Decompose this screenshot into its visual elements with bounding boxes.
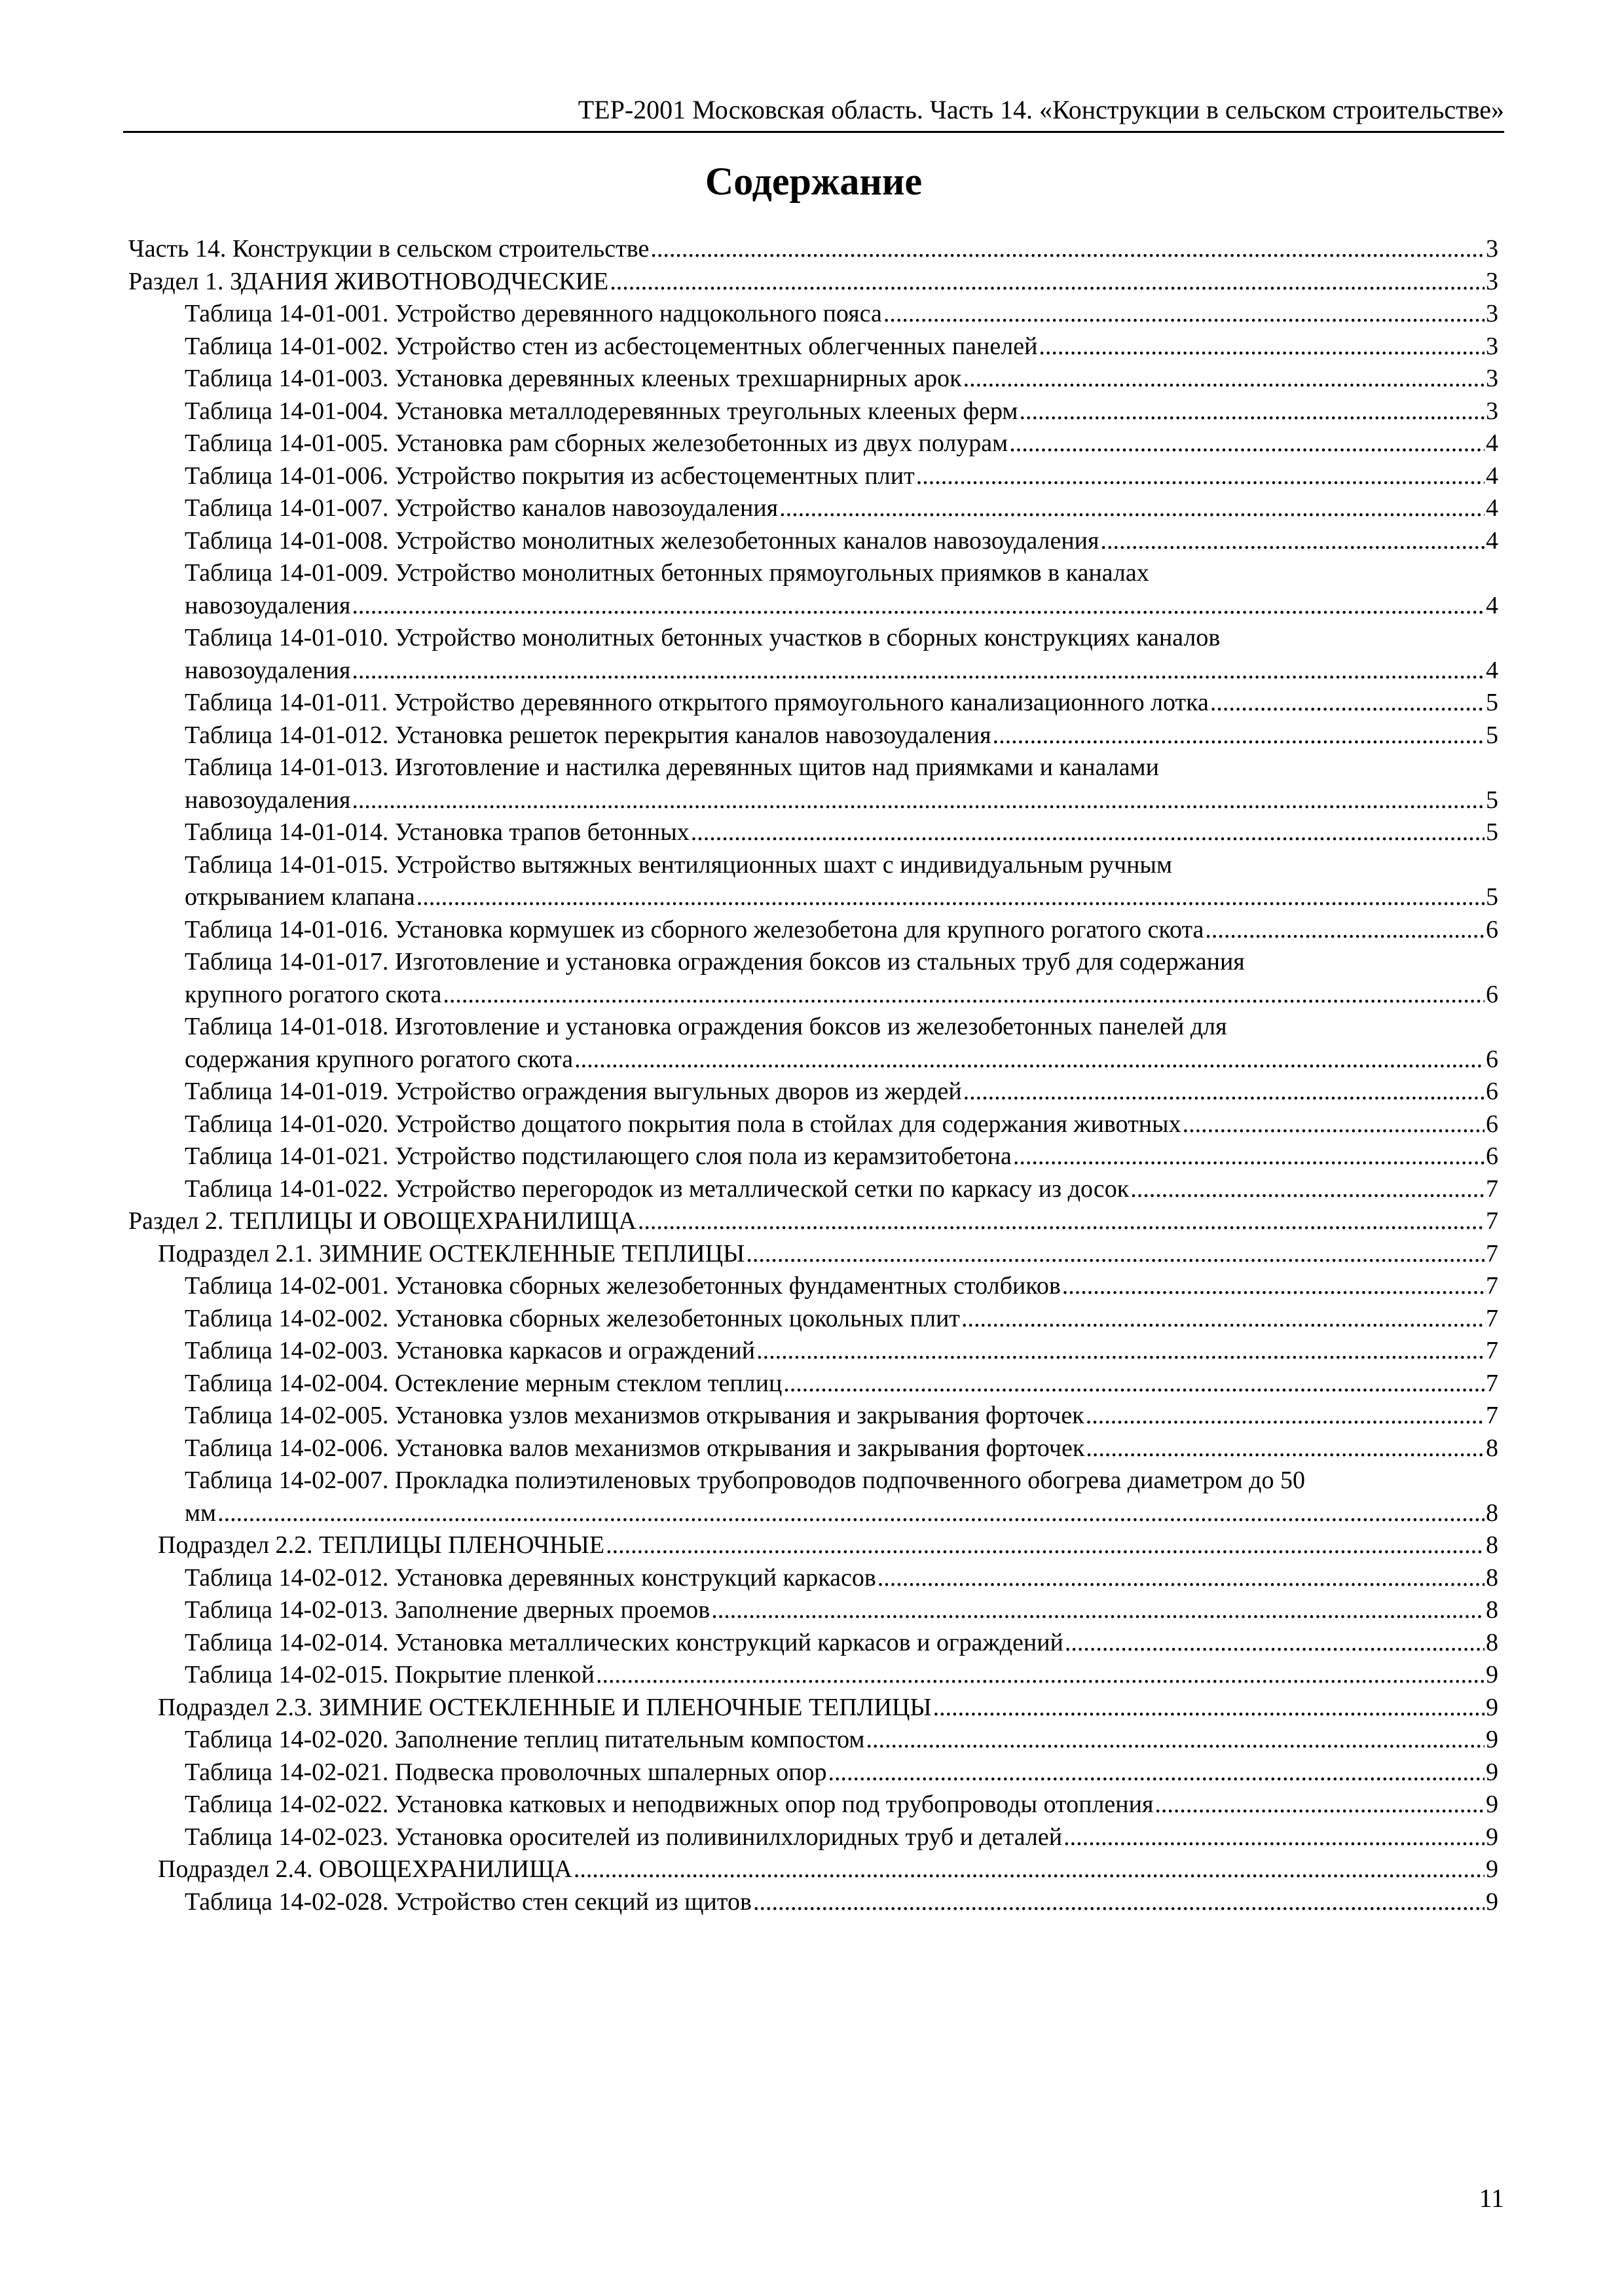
dot-leader (876, 1562, 1485, 1595)
toc-entry-text: Таблица 14-01-009. Устройство монолитных бетонных прямоугольных приямков в каналах (185, 559, 1149, 587)
toc-entry[interactable] (128, 816, 1498, 849)
toc-page-number: 7 (1486, 1239, 1498, 1267)
toc-entry[interactable] (128, 946, 1498, 1011)
toc-entry-text: навозоудаления (185, 656, 351, 684)
toc-entry-text: Таблица 14-01-002. Устройство стен из асбестоцементных облегченных панелей (185, 332, 1038, 360)
dot-leader (350, 655, 1485, 687)
toc-entry-text: Подраздел 2.2. ТЕПЛИЦЫ ПЛЕНОЧНЫЕ (158, 1531, 605, 1559)
dot-leader (441, 979, 1485, 1011)
toc-entry[interactable] (128, 1821, 1498, 1854)
toc-entry-text: Таблица 14-02-014. Установка металлических конструкций каркасов и ограждений (185, 1628, 1063, 1656)
toc-entry[interactable] (128, 720, 1498, 752)
toc-page-number: 8 (1486, 1499, 1498, 1527)
toc-entry-text: Часть 14. Конструкции в сельском строительстве (128, 235, 650, 263)
toc-entry-text: крупного рогатого скота (185, 980, 442, 1008)
dot-leader (1018, 395, 1485, 428)
toc-entry[interactable] (128, 428, 1498, 460)
dot-leader (637, 1205, 1485, 1238)
toc-page-number: 9 (1486, 1887, 1498, 1916)
toc-entry-text: мм (185, 1499, 217, 1527)
toc-page-number: 5 (1486, 786, 1498, 814)
toc-entry[interactable] (128, 1886, 1498, 1919)
toc-page-number: 6 (1486, 1045, 1498, 1073)
dot-leader (1012, 1140, 1485, 1173)
dot-leader (216, 1497, 1485, 1530)
dot-leader (573, 1044, 1485, 1076)
toc-page-number: 8 (1486, 1563, 1498, 1592)
dot-leader (745, 1238, 1485, 1271)
toc-entry[interactable] (128, 1140, 1498, 1173)
toc-entry[interactable] (128, 1108, 1498, 1141)
toc-entry-text: Таблица 14-02-021. Подвеска проволочных шпалерных опор (185, 1758, 827, 1786)
toc-entry-text: Таблица 14-01-011. Устройство деревянного открытого прямоугольного канализационного лотка (185, 689, 1209, 716)
toc-entry[interactable] (128, 492, 1498, 525)
dot-leader (1084, 1400, 1485, 1432)
toc-entry-text: Таблица 14-01-001. Устройство деревянного надцокольного пояса (185, 300, 882, 327)
toc-page-number: 9 (1486, 1693, 1498, 1721)
table-of-contents (128, 233, 1498, 1918)
toc-page-number: 3 (1486, 397, 1498, 425)
toc-page-number: 5 (1486, 689, 1498, 716)
toc-page-number: 4 (1486, 494, 1498, 522)
toc-entry[interactable] (128, 1627, 1498, 1660)
toc-entry-text: Таблица 14-01-008. Устройство монолитных железобетонных каналов навозоудаления (185, 526, 1099, 555)
dot-leader (991, 720, 1485, 752)
toc-page-number: 3 (1486, 267, 1498, 295)
toc-page-number: 8 (1486, 1596, 1498, 1624)
toc-page-number: 3 (1486, 300, 1498, 327)
toc-page-number: 7 (1486, 1272, 1498, 1300)
dot-leader (962, 363, 1485, 395)
toc-page-number: 3 (1486, 235, 1498, 263)
toc-entry[interactable] (128, 266, 1498, 299)
toc-page-number: 9 (1486, 1823, 1498, 1851)
toc-page-number: 4 (1486, 526, 1498, 555)
toc-entry-text: Таблица 14-02-022. Установка катковых и неподвижных опор под трубопроводы отопления (185, 1791, 1154, 1818)
toc-entry[interactable] (128, 363, 1498, 395)
dot-leader (1084, 1432, 1485, 1465)
toc-entry-text: содержания крупного рогатого скота (185, 1045, 574, 1073)
toc-entry[interactable] (128, 849, 1498, 914)
dot-leader (415, 881, 1485, 914)
dot-leader (608, 266, 1485, 299)
toc-entry-text: Таблица 14-01-004. Установка металлодеревянных треугольных клееных ферм (185, 397, 1018, 425)
dot-leader (1181, 1108, 1485, 1141)
toc-page-number: 7 (1486, 1369, 1498, 1397)
toc-page-number: 9 (1486, 1726, 1498, 1753)
toc-page-number: 8 (1486, 1628, 1498, 1656)
toc-entry-text: Таблица 14-02-006. Установка валов механизмов открывания и закрывания форточек (185, 1434, 1085, 1462)
toc-entry[interactable] (128, 1238, 1498, 1271)
toc-entry-text: Таблица 14-02-013. Заполнение дверных проемов (185, 1596, 710, 1624)
toc-page-number: 4 (1486, 462, 1498, 490)
toc-entry-text: Таблица 14-01-017. Изготовление и установка ограждения боксов из стальных труб для содержания (185, 948, 1245, 975)
toc-page-number: 6 (1486, 915, 1498, 943)
toc-page-number: 6 (1486, 1078, 1498, 1105)
dot-leader (604, 1529, 1485, 1562)
toc-entry-text: Таблица 14-01-018. Изготовление и установка ограждения боксов из железобетонных панелей для (185, 1013, 1227, 1040)
toc-page-number: 9 (1486, 1791, 1498, 1818)
toc-entry[interactable] (128, 914, 1498, 947)
toc-entry-text: Таблица 14-02-020. Заполнение теплиц питательным компостом (185, 1726, 865, 1753)
dot-leader (755, 1335, 1485, 1368)
toc-entry-text: Таблица 14-01-010. Устройство монолитных бетонных участков в сборных конструкциях каналов (185, 624, 1221, 651)
toc-entry[interactable] (128, 1529, 1498, 1562)
toc-entry[interactable] (128, 1853, 1498, 1886)
dot-leader (864, 1724, 1485, 1757)
dot-leader (1008, 428, 1485, 460)
toc-entry[interactable] (128, 1432, 1498, 1465)
toc-entry[interactable] (128, 331, 1498, 363)
toc-entry-text: Таблица 14-02-003. Установка каркасов и ограждений (185, 1337, 756, 1364)
toc-entry[interactable] (128, 1173, 1498, 1206)
toc-entry-text: Раздел 2. ТЕПЛИЦЫ И ОВОЩЕХРАНИЛИЩА (128, 1207, 637, 1235)
toc-page-number: 5 (1486, 721, 1498, 749)
toc-page-number: 5 (1486, 883, 1498, 911)
toc-page-number: 9 (1486, 1855, 1498, 1883)
toc-entry[interactable] (128, 525, 1498, 558)
toc-page-number: 8 (1486, 1434, 1498, 1462)
toc-page-number: 8 (1486, 1531, 1498, 1559)
dot-leader (752, 1886, 1485, 1919)
toc-entry-text: Таблица 14-01-015. Устройство вытяжных вентиляционных шахт с индивидуальным ручным (185, 850, 1172, 879)
toc-page-number: 7 (1486, 1337, 1498, 1364)
dot-leader (690, 816, 1485, 849)
toc-entry[interactable] (128, 1270, 1498, 1303)
toc-page-number: 9 (1486, 1661, 1498, 1688)
dot-leader (1061, 1270, 1485, 1303)
dot-leader (710, 1594, 1485, 1627)
toc-entry[interactable] (128, 622, 1498, 687)
dot-leader (826, 1757, 1485, 1789)
toc-entry-text: Таблица 14-01-014. Установка трапов бетонных (185, 818, 690, 846)
page-title: Содержание (705, 160, 923, 203)
toc-entry-text: Подраздел 2.1. ЗИМНИЕ ОСТЕКЛЕННЫЕ ТЕПЛИЦЫ (158, 1239, 745, 1267)
toc-page-number: 4 (1486, 656, 1498, 684)
toc-entry[interactable] (128, 557, 1498, 622)
toc-page-number: 3 (1486, 332, 1498, 360)
toc-entry[interactable] (128, 1757, 1498, 1789)
dot-leader (1204, 914, 1485, 947)
toc-entry-text: Подраздел 2.3. ЗИМНИЕ ОСТЕКЛЕННЫЕ И ПЛЕНОЧНЫЕ ТЕПЛИЦЫ (158, 1693, 932, 1721)
toc-entry[interactable] (128, 752, 1498, 816)
toc-entry[interactable] (128, 1724, 1498, 1757)
dot-leader (1209, 687, 1485, 720)
toc-entry-text: Таблица 14-02-028. Устройство стен секций из щитов (185, 1887, 752, 1916)
toc-entry[interactable] (128, 233, 1498, 266)
dot-leader (1129, 1173, 1485, 1206)
toc-entry-text: Таблица 14-02-023. Установка оросителей из поливинилхлоридных труб и деталей (185, 1823, 1063, 1851)
toc-entry[interactable] (128, 1659, 1498, 1692)
toc-entry-text: Таблица 14-01-019. Устройство ограждения выгульных дворов из жердей (185, 1078, 962, 1105)
dot-leader (778, 492, 1485, 525)
toc-entry-text: Таблица 14-02-001. Установка сборных железобетонных фундаментных столбиков (185, 1272, 1061, 1300)
dot-leader (915, 460, 1485, 493)
toc-entry[interactable] (128, 1303, 1498, 1336)
page-number: 11 (1479, 2183, 1504, 2213)
dot-leader (1063, 1627, 1485, 1660)
toc-entry[interactable] (128, 1789, 1498, 1821)
toc-entry-text: Таблица 14-02-015. Покрытие пленкой (185, 1661, 595, 1688)
toc-entry-text: Таблица 14-01-013. Изготовление и настилка деревянных щитов над приямками и каналами (185, 754, 1159, 781)
toc-entry[interactable] (128, 1594, 1498, 1627)
toc-entry-text: Раздел 1. ЗДАНИЯ ЖИВОТНОВОДЧЕСКИЕ (128, 267, 609, 295)
dot-leader (932, 1692, 1485, 1724)
toc-page-number: 7 (1486, 1304, 1498, 1332)
dot-leader (572, 1853, 1485, 1886)
dot-leader (1062, 1821, 1485, 1854)
toc-entry[interactable] (128, 1400, 1498, 1432)
toc-entry[interactable] (128, 460, 1498, 493)
toc-entry-text: Таблица 14-02-007. Прокладка полиэтиленовых трубопроводов подпочвенного обогрева диаметром до 50 (185, 1467, 1305, 1494)
toc-entry-text: навозоудаления (185, 786, 351, 814)
toc-page-number: 4 (1486, 591, 1498, 619)
dot-leader (350, 590, 1485, 623)
toc-entry-text: Таблица 14-01-012. Установка решеток перекрытия каналов навозоудаления (185, 721, 991, 749)
dot-leader (1037, 331, 1485, 363)
dot-leader (960, 1303, 1485, 1336)
toc-page-number: 7 (1486, 1207, 1498, 1235)
toc-entry[interactable] (128, 1011, 1498, 1076)
toc-entry[interactable] (128, 1692, 1498, 1724)
dot-leader (595, 1659, 1485, 1692)
toc-page-number: 6 (1486, 980, 1498, 1008)
dot-leader (782, 1368, 1485, 1400)
dot-leader (882, 298, 1485, 331)
toc-entry-text: Таблица 14-01-006. Устройство покрытия из асбестоцементных плит (185, 462, 915, 490)
toc-entry-text: Таблица 14-02-012. Установка деревянных конструкций каркасов (185, 1563, 876, 1592)
dot-leader (1153, 1789, 1485, 1821)
toc-entry-text: Таблица 14-01-016. Установка кормушек из сборного железобетона для крупного рогатого скота (185, 915, 1204, 943)
toc-entry-text: открыванием клапана (185, 883, 415, 911)
dot-leader (962, 1076, 1485, 1108)
toc-page-number: 7 (1486, 1175, 1498, 1203)
toc-entry-text: Таблица 14-02-002. Установка сборных железобетонных цокольных плит (185, 1304, 961, 1332)
toc-entry-text: Таблица 14-02-005. Установка узлов механизмов открывания и закрывания форточек (185, 1402, 1084, 1429)
running-header: ТЕР-2001 Московская область. Часть 14. «Конструкции в сельском строительстве» (578, 95, 1504, 124)
toc-page-number: 3 (1486, 365, 1498, 392)
toc-entry[interactable] (128, 1465, 1498, 1529)
toc-entry-text: Таблица 14-01-005. Установка рам сборных железобетонных из двух полурам (185, 429, 1008, 457)
header-rule (123, 131, 1504, 133)
toc-page-number: 9 (1486, 1758, 1498, 1786)
dot-leader (1099, 525, 1485, 558)
toc-page-number: 5 (1486, 818, 1498, 846)
dot-leader (350, 784, 1485, 817)
toc-entry[interactable] (128, 1076, 1498, 1108)
toc-entry-text: Таблица 14-01-021. Устройство подстилающего слоя пола из керамзитобетона (185, 1142, 1012, 1170)
toc-entry-text: навозоудаления (185, 591, 351, 619)
toc-entry[interactable] (128, 1562, 1498, 1595)
toc-entry[interactable] (128, 687, 1498, 720)
toc-page-number: 6 (1486, 1142, 1498, 1170)
toc-page-number: 6 (1486, 1110, 1498, 1138)
toc-page-number: 4 (1486, 429, 1498, 457)
toc-entry-text: Таблица 14-02-004. Остекление мерным стеклом теплиц (185, 1369, 783, 1397)
toc-page-number: 7 (1486, 1402, 1498, 1429)
toc-entry[interactable] (128, 1205, 1498, 1238)
toc-entry-text: Таблица 14-01-020. Устройство дощатого покрытия пола в стойлах для содержания животных (185, 1110, 1181, 1138)
dot-leader (649, 233, 1485, 266)
toc-entry-text: Таблица 14-01-007. Устройство каналов навозоудаления (185, 494, 779, 522)
toc-entry[interactable] (128, 395, 1498, 428)
toc-entry[interactable] (128, 298, 1498, 331)
toc-entry[interactable] (128, 1368, 1498, 1400)
toc-entry-text: Таблица 14-01-003. Установка деревянных клееных трехшарнирных арок (185, 365, 962, 392)
toc-entry[interactable] (128, 1335, 1498, 1368)
toc-entry-text: Подраздел 2.4. ОВОЩЕХРАНИЛИЩА (158, 1855, 572, 1883)
toc-entry-text: Таблица 14-01-022. Устройство перегородок из металлической сетки по каркасу из досок (185, 1175, 1130, 1203)
